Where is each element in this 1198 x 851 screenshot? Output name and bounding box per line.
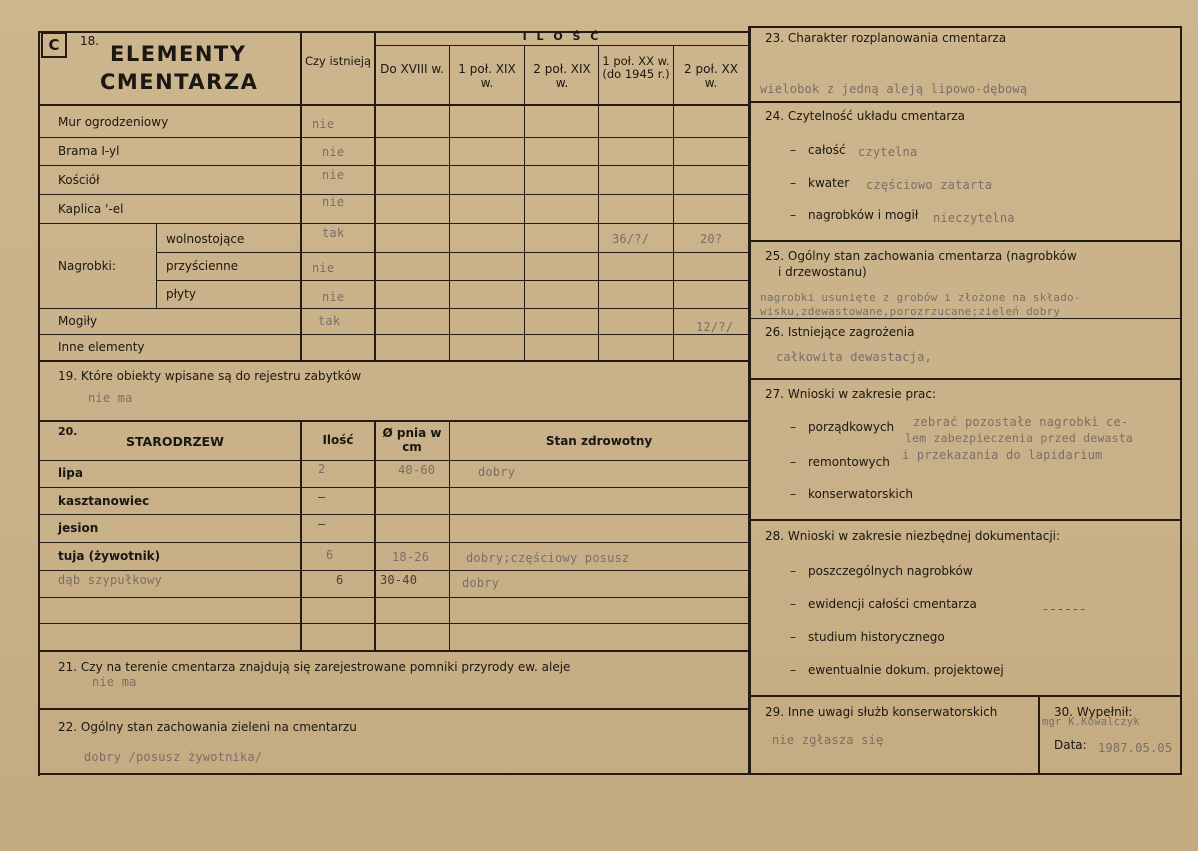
row-label-other: Inne elementy (58, 340, 145, 354)
row-count-freestanding-p4: 36/?/ (612, 232, 650, 246)
tree-name-3: jesion (58, 521, 99, 535)
s28-dash-3: – (790, 630, 796, 644)
s28-dash-4: – (790, 663, 796, 677)
section22-value: dobry /posusz żywotnika/ (84, 750, 263, 764)
s28-title: 28. Wnioski w zakresie niezbędnej dokumentacji: (765, 529, 1061, 543)
hline (39, 487, 750, 488)
s28-dash-2: – (790, 597, 796, 611)
row-label-gate: Brama I-yl (58, 144, 120, 158)
hline (39, 223, 750, 224)
tree-health-5: dobry (462, 576, 500, 590)
s26-value: całkowita dewastacja, (776, 350, 932, 364)
tree-count-4: 6 (326, 548, 334, 562)
row-exists-chapel: nie (322, 195, 345, 209)
row-exists-graves: tak (318, 314, 341, 328)
section22-title: 22. Ogólny stan zachowania zieleni na cmentarzu (58, 720, 357, 734)
section21-value: nie ma (92, 675, 137, 689)
s24-dash-3: – (790, 208, 796, 222)
period-header-2: 1 poł. XIX w. (458, 62, 516, 90)
hline (39, 137, 750, 138)
hline (749, 519, 1181, 521)
s27-title: 27. Wnioski w zakresie prac: (765, 387, 937, 401)
s30-date: 1987.05.05 (1098, 741, 1173, 755)
hline (749, 695, 1181, 697)
s24-item-value-3: nieczytelna (933, 211, 1015, 225)
period-header-4: 1 poł. XX w. (do 1945 r.) (602, 54, 670, 81)
hline (39, 308, 750, 309)
frame-left (38, 31, 40, 776)
s25-value-line2: wisku,zdewastowane,porozrzucane;zieleń dobry (760, 305, 1061, 318)
hline (39, 194, 750, 195)
s28-item-2: ewidencji całości cmentarza (808, 597, 977, 611)
row-exists-wall-mounted: nie (312, 261, 335, 275)
tree-health-4: dobry;częściowy posusz (466, 551, 630, 565)
row-exists-wall: nie (312, 117, 335, 131)
tree-count-3: – (318, 517, 326, 531)
section18-number: 18. (80, 34, 100, 48)
hline (39, 597, 750, 598)
trees-col-diameter: Ø pnia w cm (382, 426, 442, 454)
hline (157, 252, 750, 253)
hline (39, 420, 750, 422)
s27-value-line2: lem zabezpieczenia przed dewasta (905, 431, 1133, 445)
vline (598, 45, 599, 361)
s23-title: 23. Charakter rozplanowania cmentarza (765, 31, 1007, 45)
section20-number: 20. (58, 425, 78, 438)
hline (39, 104, 750, 106)
s24-item-label-3: nagrobków i mogił (808, 208, 919, 222)
row-count-freestanding-p5: 20? (700, 232, 723, 246)
frame-bottom (38, 773, 1182, 775)
trees-col-health: Stan zdrowotny (545, 434, 653, 448)
row-label-wall: Mur ogrodzeniowy (58, 115, 169, 129)
s27-value-line1: zebrać pozostałe nagrobki ce- (913, 415, 1129, 429)
vline (673, 45, 674, 361)
hline (39, 334, 750, 335)
hline (39, 360, 750, 362)
hline (749, 240, 1181, 242)
period-header-3: 2 poł. XIX w. (533, 62, 591, 90)
vline (300, 31, 302, 361)
s28-item-3: studium historycznego (808, 630, 945, 644)
tree-name-5: dąb szypułkowy (58, 573, 162, 587)
section18-title-line1: ELEMENTY (110, 42, 247, 66)
hline (749, 378, 1181, 380)
hline (39, 460, 750, 461)
hline (39, 708, 750, 710)
hline (39, 570, 750, 571)
s30-name: mgr K.Kowalczyk (1042, 716, 1140, 728)
row-exists-church: nie (322, 168, 345, 182)
tree-diameter-1: 40-60 (398, 463, 436, 477)
s28-item-1: poszczególnych nagrobków (808, 564, 973, 578)
hline (39, 514, 750, 515)
row-label-graves: Mogiły (58, 314, 98, 328)
row-label-freestanding: wolnostojące (166, 232, 245, 246)
s25-title-line2: i drzewostanu) (778, 265, 867, 279)
s27-dash-1: – (790, 420, 796, 434)
s24-item-label-2: kwater (808, 176, 850, 190)
row-exists-slabs: nie (322, 290, 345, 304)
s27-item-2: remontowych (808, 455, 890, 469)
section18-title-line2: CMENTARZA (100, 70, 259, 94)
vline (156, 223, 157, 308)
s24-dash-2: – (790, 176, 796, 190)
row-label-church: Kościół (58, 173, 100, 187)
row-count-graves-p5: 12/?/ (696, 320, 734, 334)
frame-right (1180, 26, 1182, 775)
s24-title: 24. Czytelność układu cmentarza (765, 109, 965, 123)
row-label-chapel: Kaplica '-el (58, 202, 124, 216)
tree-count-2: – (318, 490, 326, 504)
corner-letter: C (41, 32, 67, 58)
gravestones-label: Nagrobki: (58, 259, 116, 273)
s24-item-label-1: całość (808, 143, 846, 157)
tree-health-1: dobry (478, 465, 516, 479)
s25-value-line1: nagrobki usunięte z grobów i złożone na składo- (760, 291, 1081, 304)
hline (374, 45, 750, 46)
vline (374, 421, 376, 651)
column-divider (748, 26, 751, 775)
row-exists-freestanding: tak (322, 226, 345, 240)
vline (300, 421, 302, 651)
s27-value-line3: i przekazania do lapidarium (902, 448, 1103, 462)
tree-count-1: 2 (318, 462, 326, 476)
hline (39, 542, 750, 543)
s29-value: nie zgłasza się (772, 733, 884, 747)
s24-item-value-2: częściowo zatarta (866, 178, 993, 192)
row-label-slabs: płyty (166, 287, 196, 301)
hline (157, 280, 750, 281)
section19-title: 19. Które obiekty wpisane są do rejestru zabytków (58, 369, 362, 383)
tree-name-2: kasztanowiec (58, 494, 150, 508)
s28-item-4: ewentualnie dokum. projektowej (808, 663, 1004, 677)
row-label-wall-mounted: przyścienne (166, 259, 239, 273)
s28-dash-value: ------ (1042, 602, 1087, 616)
s23-value: wielobok z jedną aleją lipowo-dębową (760, 82, 1028, 96)
s28-dash-1: – (790, 564, 796, 578)
s30-date-label: Data: (1054, 738, 1087, 752)
tree-name-4: tuja (żywotnik) (58, 549, 161, 563)
col-exists-header: Czy istnieją (304, 54, 372, 68)
period-header-1: Do XVIII w. (380, 62, 444, 76)
period-header-5: 2 poł. XX w. (684, 62, 738, 90)
hline (749, 101, 1181, 103)
section19-value: nie ma (88, 391, 133, 405)
s27-item-3: konserwatorskich (808, 487, 913, 501)
s26-title: 26. Istniejące zagrożenia (765, 325, 915, 339)
section21-title: 21. Czy na terenie cmentarza znajdują się zarejestrowane pomniki przyrody ew. aleje (58, 660, 571, 674)
s24-dash-1: – (790, 143, 796, 157)
vline (1038, 696, 1040, 775)
s27-dash-2: – (790, 455, 796, 469)
s27-dash-3: – (790, 487, 796, 501)
row-exists-gate: nie (322, 145, 345, 159)
tree-diameter-5: 30-40 (380, 573, 418, 587)
vline (374, 31, 376, 361)
hline (39, 650, 750, 652)
tree-diameter-4: 18-26 (392, 550, 430, 564)
s29-title: 29. Inne uwagi służb konserwatorskich (765, 705, 998, 719)
tree-name-1: lipa (58, 466, 83, 480)
s27-item-1: porządkowych (808, 420, 895, 434)
s25-title-line1: 25. Ogólny stan zachowania cmentarza (nagrobków (765, 249, 1077, 263)
hline (39, 623, 750, 624)
section20-title: STARODRZEW (126, 434, 224, 449)
trees-col-count: Ilość (322, 433, 354, 447)
s30-title: 30. Wypełnił: (1054, 705, 1133, 719)
vline (449, 45, 450, 361)
hline (749, 318, 1181, 319)
vline (524, 45, 525, 361)
s24-item-value-1: czytelna (858, 145, 918, 159)
frame-top-right (749, 26, 1181, 28)
tree-count-5: 6 (336, 573, 344, 587)
quantity-header: I L O Ś Ć (522, 30, 602, 43)
hline (39, 165, 750, 166)
vline (449, 421, 450, 651)
